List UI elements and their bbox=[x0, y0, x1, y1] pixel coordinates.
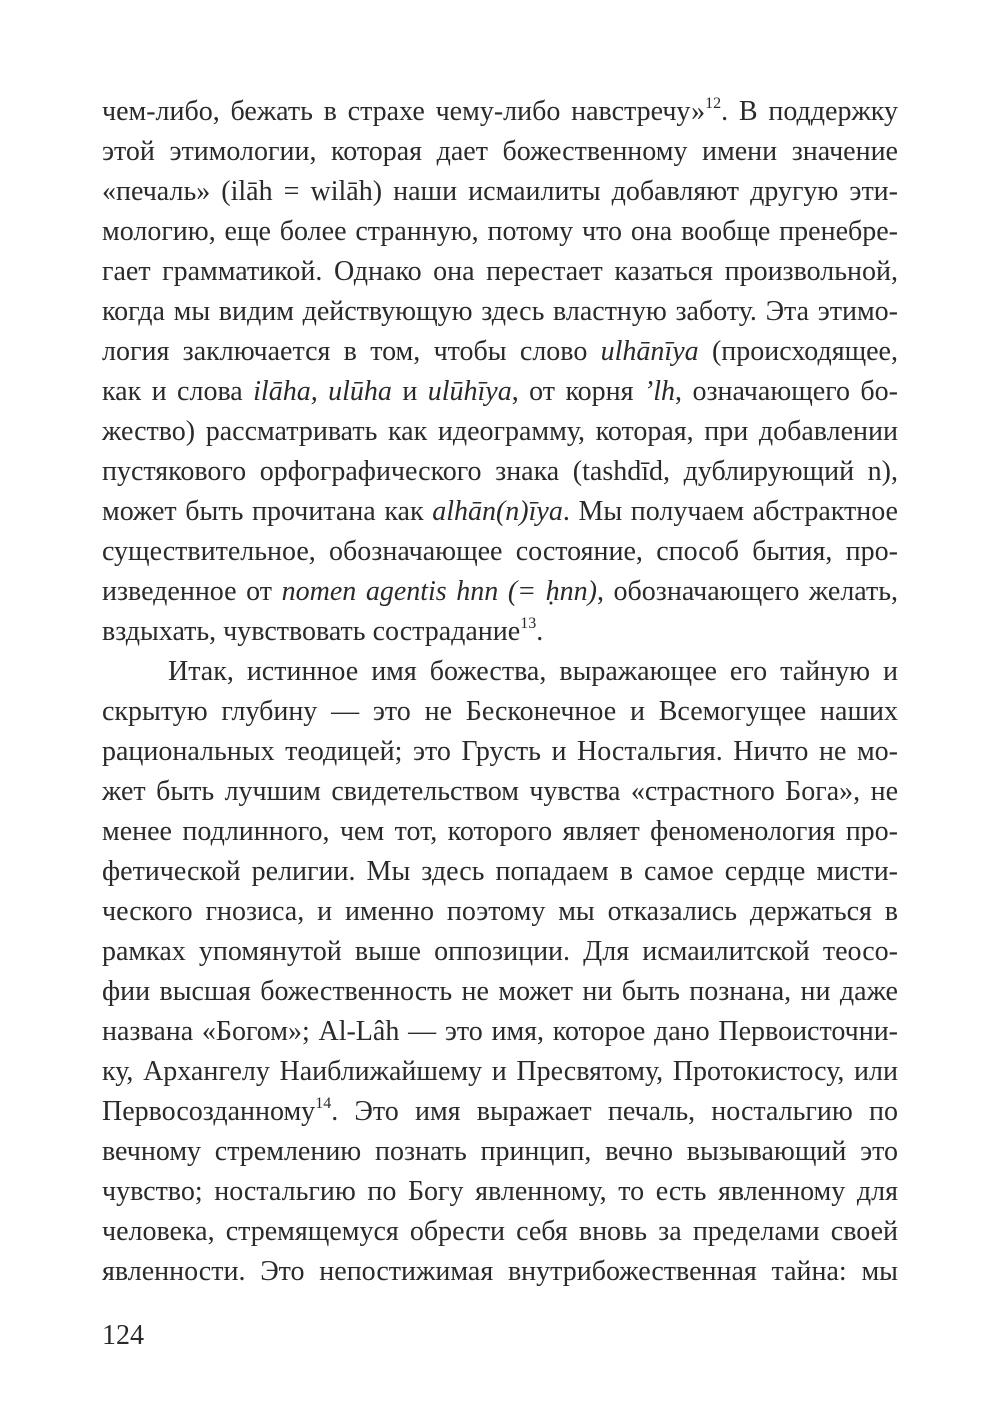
text-line: ческого гнозиса, и именно поэтому мы отказались держаться в bbox=[102, 896, 898, 927]
text-line: жество) рассматривать как идеограмму, которая, при добавлении bbox=[102, 416, 898, 447]
text-line: как и слова ilāha, ulūha и ulūhīya, от корня ’lh, означающего бо- bbox=[102, 376, 898, 407]
text-line: может быть прочитана как alhān(n)īya. Мы получаем абстрактное bbox=[102, 496, 898, 527]
text-line: вечному стремлению познать принцип, вечно вызывающий это bbox=[102, 1136, 898, 1167]
text-line: когда мы видим действующую здесь властную заботу. Эта этимо- bbox=[102, 296, 898, 327]
text-line: Итак, истинное имя божества, выражающее его тайную и bbox=[168, 656, 898, 687]
text-line: рамках упомянутой выше оппозиции. Для исмаилитской теосо- bbox=[102, 936, 898, 967]
body-text bbox=[102, 92, 898, 1292]
text-line: изведенное от nomen agentis hnn (= ḥnn), обозначающего желать, bbox=[102, 576, 898, 607]
text-line: «печаль» (ilāh = wilāh) наши исмаилиты добавляют другую эти- bbox=[102, 176, 898, 207]
text-line: этой этимологии, которая дает божественному имени значение bbox=[102, 136, 898, 167]
text-line: ку, Архангелу Наиближайшему и Пресвятому, Протокистосу, или bbox=[102, 1056, 898, 1087]
text-line: жет быть лучшим свидетельством чувства «страстного Бога», не bbox=[102, 776, 898, 807]
text-line: скрытую глубину — это не Бесконечное и Всемогущее наших bbox=[102, 696, 898, 727]
text-line: вздыхать, чувствовать сострадание$^{13}$. bbox=[102, 615, 544, 647]
text-line: явленности. Это непостижимая внутрибожественная тайна: мы bbox=[102, 1256, 898, 1287]
text-line: логия заключается в том, чтобы слово ulhānīya (происходящее, bbox=[102, 336, 898, 367]
text-line: чувство; ностальгию по Богу явленному, то есть явленному для bbox=[102, 1176, 898, 1207]
text-line: менее подлинного, чем тот, которого являет феноменология про- bbox=[102, 816, 898, 847]
text-line: фетической религии. Мы здесь попадаем в самое сердце мисти- bbox=[102, 856, 898, 887]
text-line: фии высшая божественность не может ни быть познана, ни даже bbox=[102, 976, 898, 1007]
text-line: рациональных теодицей; это Грусть и Ностальгия. Ничто не мо- bbox=[102, 736, 898, 767]
text-line: гает грамматикой. Однако она перестает казаться произвольной, bbox=[102, 256, 898, 287]
text-line: пустякового орфографического знака (tashdīd, дублирующий n), bbox=[102, 456, 898, 487]
text-line: названа «Богом»; Al-Lâh — это имя, которое дано Первоисточни- bbox=[102, 1016, 898, 1047]
paragraph-2 bbox=[102, 652, 898, 1292]
text-line: мологию, еще более странную, потому что она вообще пренебре- bbox=[102, 216, 898, 247]
text-line: Первосозданному$^{14}$. Это имя выражает печаль, ностальгию по bbox=[102, 1095, 898, 1127]
paragraph-1 bbox=[102, 92, 898, 652]
text-line: человека, стремящемуся обрести себя вновь за пределами своей bbox=[102, 1216, 898, 1247]
text-line: чем-либо, бежать в страхе чему-либо навстречу»$^{12}$. В поддержку bbox=[102, 95, 899, 127]
page-number: 124 bbox=[102, 1320, 144, 1351]
text-line: существительное, обозначающее состояние, способ бытия, про- bbox=[102, 536, 898, 567]
